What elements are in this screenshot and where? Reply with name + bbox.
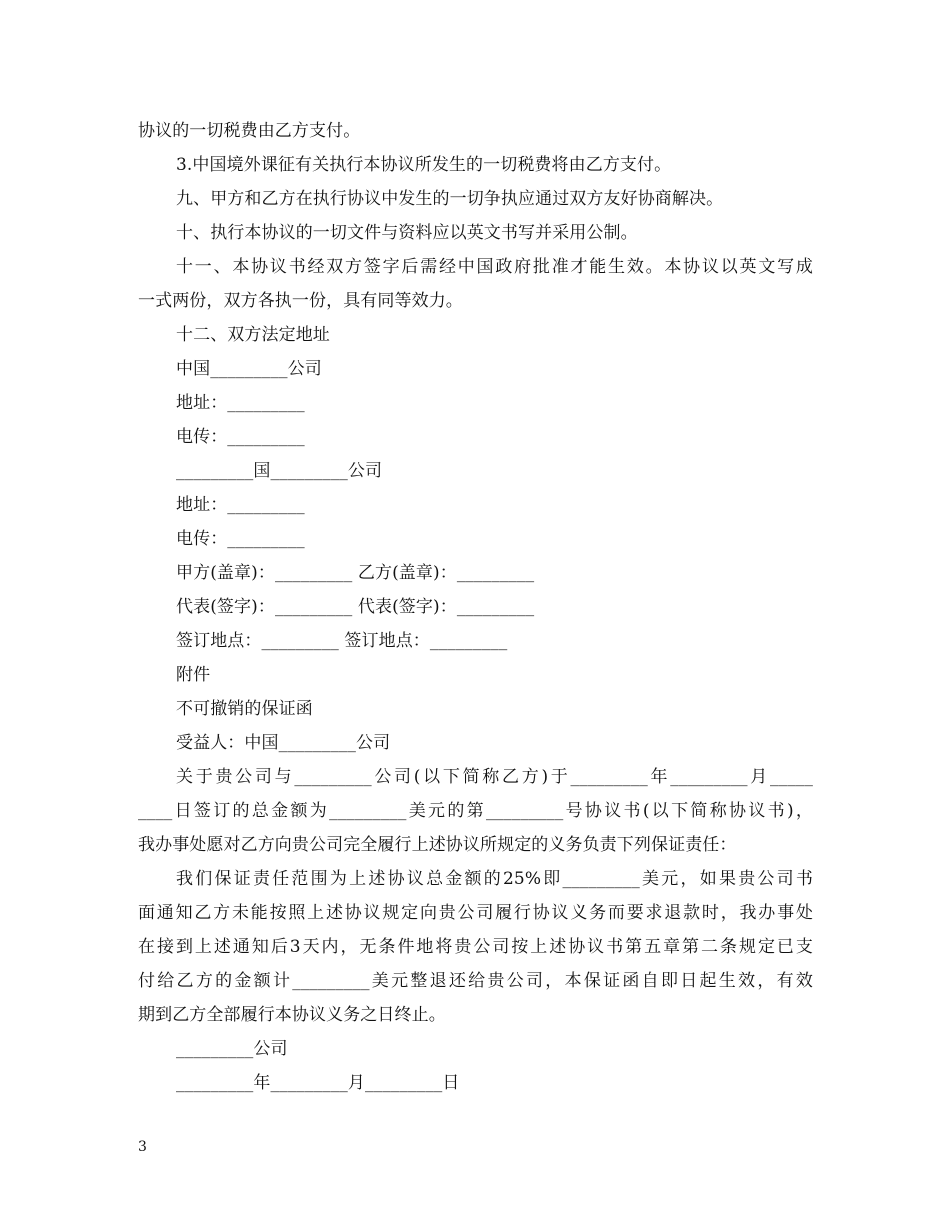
text-line: 附件 — [176, 665, 211, 685]
text-line: _________国_________公司 — [176, 461, 383, 481]
text-line: 关于贵公司与_________公司(以下简称乙方)于_________年_________月_____ — [176, 767, 813, 787]
document-body — [138, 114, 813, 1100]
text-line: 电传：_________ — [176, 529, 305, 549]
text-line: _________公司 — [176, 1039, 288, 1059]
text-line: 一式两份，双方各执一份，具有同等效力。 — [138, 291, 463, 311]
text-line: 3.中国境外课征有关执行本协议所发生的一切税费将由乙方支付。 — [176, 155, 672, 175]
text-line: 地址：_________ — [176, 495, 305, 515]
text-line: 甲方(盖章)：_________ 乙方(盖章)：_________ — [176, 563, 535, 583]
text-line: 地址：_________ — [176, 393, 305, 413]
text-line: 受益人：中国_________公司 — [176, 733, 391, 753]
text-line: 不可撤销的保证函 — [176, 699, 313, 719]
page-number: 3 — [138, 1139, 147, 1155]
text-line: 九、甲方和乙方在执行协议中发生的一切争执应通过双方友好协商解决。 — [176, 189, 724, 209]
text-line: 十二、双方法定地址 — [176, 325, 330, 345]
text-line: 期到乙方全部履行本协议义务之日终止。 — [138, 1005, 446, 1025]
text-line: 面通知乙方未能按照上述协议规定向贵公司履行协议义务而要求退款时，我办事处 — [138, 903, 813, 923]
text-line: 签订地点：_________ 签订地点：_________ — [176, 631, 508, 651]
text-line: 电传：_________ — [176, 427, 305, 447]
text-line: 十、执行本协议的一切文件与资料应以英文书写并采用公制。 — [176, 223, 638, 243]
text-line: ____日签订的总金额为_________美元的第_________号协议书(以下简称协议书)， — [138, 801, 813, 821]
text-line: 代表(签字)：_________ 代表(签字)：_________ — [176, 597, 535, 617]
text-line: 在接到上述通知后3天内，无条件地将贵公司按上述协议书第五章第二条规定已支 — [138, 937, 813, 957]
text-line: 我们保证责任范围为上述协议总金额的25%即_________美元，如果贵公司书 — [176, 869, 813, 889]
text-line: 付给乙方的金额计_________美元整退还给贵公司，本保证函自即日起生效，有效 — [138, 971, 813, 991]
text-line: _________年_________月_________日 — [176, 1073, 460, 1093]
text-line: 十一、本协议书经双方签字后需经中国政府批准才能生效。本协议以英文写成 — [176, 257, 813, 277]
text-line: 我办事处愿对乙方向贵公司完全履行上述协议所规定的义务负责下列保证责任： — [138, 835, 737, 855]
text-line: 中国_________公司 — [176, 359, 322, 379]
text-line: 协议的一切税费由乙方支付。 — [138, 121, 361, 141]
